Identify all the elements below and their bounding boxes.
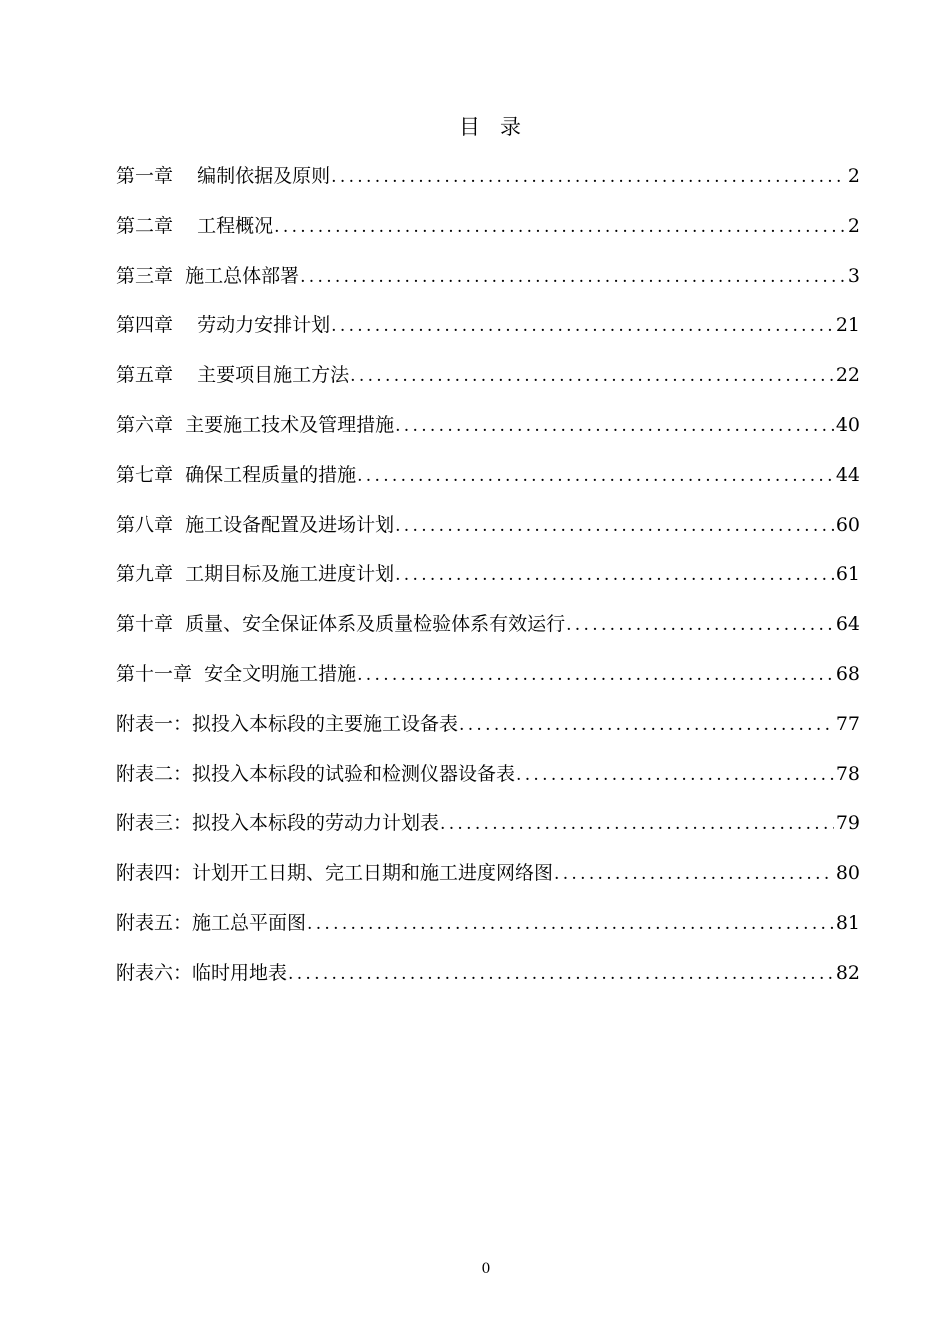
toc-entry-page: 61 xyxy=(835,563,860,586)
toc-entry-text: 第三章 施工总体部署 xyxy=(116,264,300,287)
toc-dot-leader xyxy=(331,161,846,193)
toc-entry-page: 64 xyxy=(835,613,860,636)
toc-entry-text: 第六章 主要施工技术及管理措施 xyxy=(116,413,395,436)
toc-entry-text: 第五章 主要项目施工方法 xyxy=(116,364,350,387)
toc-entry-text: 第四章 劳动力安排计划 xyxy=(116,314,331,337)
toc-dot-leader xyxy=(516,759,834,791)
toc-entry-appendix-2[interactable] xyxy=(116,758,860,808)
toc-dot-leader xyxy=(554,858,834,890)
toc-entry-page: 2 xyxy=(847,165,860,187)
toc-dot-leader xyxy=(395,510,834,542)
toc-entry-page: 22 xyxy=(835,364,860,387)
toc-entry-appendix-3[interactable] xyxy=(116,807,860,857)
toc-entry-page: 81 xyxy=(835,911,860,934)
toc-entry-chapter-4[interactable] xyxy=(116,309,860,359)
toc-entry-page: 40 xyxy=(835,413,860,436)
toc-entry-text: 附表五：施工总平面图 xyxy=(116,911,307,934)
toc-entry-text: 第八章 施工设备配置及进场计划 xyxy=(116,513,395,536)
toc-dot-leader xyxy=(395,410,834,442)
toc-dot-leader xyxy=(395,559,834,591)
toc-entry-text: 第一章 编制依据及原则 xyxy=(116,165,331,187)
toc-entry-text: 附表二：拟投入本标段的试验和检测仪器设备表 xyxy=(116,762,516,785)
toc-dot-leader xyxy=(459,709,834,741)
toc-entry-appendix-1[interactable] xyxy=(116,708,860,758)
toc-entry-page: 77 xyxy=(835,712,860,735)
toc-entry-page: 2 xyxy=(847,214,860,237)
footer-page-number: 0 xyxy=(481,1261,491,1277)
toc-dot-leader xyxy=(566,609,834,641)
toc-dot-leader xyxy=(350,360,834,392)
toc-entry-text: 附表四：计划开工日期、完工日期和施工进度网络图 xyxy=(116,862,554,885)
toc-entry-text: 附表六：临时用地表 xyxy=(116,961,288,984)
toc-entry-chapter-2[interactable] xyxy=(116,210,860,260)
toc-entry-appendix-6[interactable] xyxy=(116,957,860,1007)
toc-entry-page: 82 xyxy=(835,961,860,984)
toc-dot-leader xyxy=(331,310,834,342)
toc-entry-chapter-8[interactable] xyxy=(116,509,860,559)
toc-entry-text: 第七章 确保工程质量的措施 xyxy=(116,463,357,486)
toc-entry-page: 79 xyxy=(835,812,860,835)
toc-entry-appendix-4[interactable] xyxy=(116,857,860,907)
toc-entry-chapter-5[interactable] xyxy=(116,359,860,409)
toc-entry-appendix-5[interactable] xyxy=(116,907,860,957)
toc-entry-text: 第二章 工程概况 xyxy=(116,214,274,237)
toc-entry-text: 第十一章 安全文明施工措施 xyxy=(116,662,357,685)
toc-entry-page: 60 xyxy=(835,513,860,536)
toc-dot-leader xyxy=(288,958,834,990)
toc-entry-text: 附表三：拟投入本标段的劳动力计划表 xyxy=(116,812,440,835)
toc-entry-text: 附表一：拟投入本标段的主要施工设备表 xyxy=(116,712,459,735)
toc-entry-page: 68 xyxy=(835,662,860,685)
toc-dot-leader xyxy=(307,908,834,940)
toc-dot-leader xyxy=(274,211,846,243)
toc-entry-text: 第十章 质量、安全保证体系及质量检验体系有效运行 xyxy=(116,613,566,636)
toc-entry-chapter-1[interactable] xyxy=(116,160,860,210)
toc-dot-leader xyxy=(300,261,846,293)
toc-dot-leader xyxy=(357,659,834,691)
toc-entry-chapter-10[interactable] xyxy=(116,608,860,658)
toc-entry-page: 3 xyxy=(847,264,860,287)
toc-title: 目录 xyxy=(459,115,541,139)
toc-entry-chapter-7[interactable] xyxy=(116,459,860,509)
toc-entry-page: 21 xyxy=(835,314,860,337)
toc-entry-page: 80 xyxy=(835,862,860,885)
toc-list xyxy=(116,160,860,1007)
toc-entry-page: 78 xyxy=(835,762,860,785)
toc-entry-text: 第九章 工期目标及施工进度计划 xyxy=(116,563,395,586)
toc-entry-page: 44 xyxy=(835,463,860,486)
toc-entry-chapter-11[interactable] xyxy=(116,658,860,708)
toc-dot-leader xyxy=(440,808,834,840)
toc-entry-chapter-9[interactable] xyxy=(116,558,860,608)
toc-dot-leader xyxy=(357,460,834,492)
toc-entry-chapter-6[interactable] xyxy=(116,409,860,459)
toc-entry-chapter-3[interactable] xyxy=(116,260,860,310)
